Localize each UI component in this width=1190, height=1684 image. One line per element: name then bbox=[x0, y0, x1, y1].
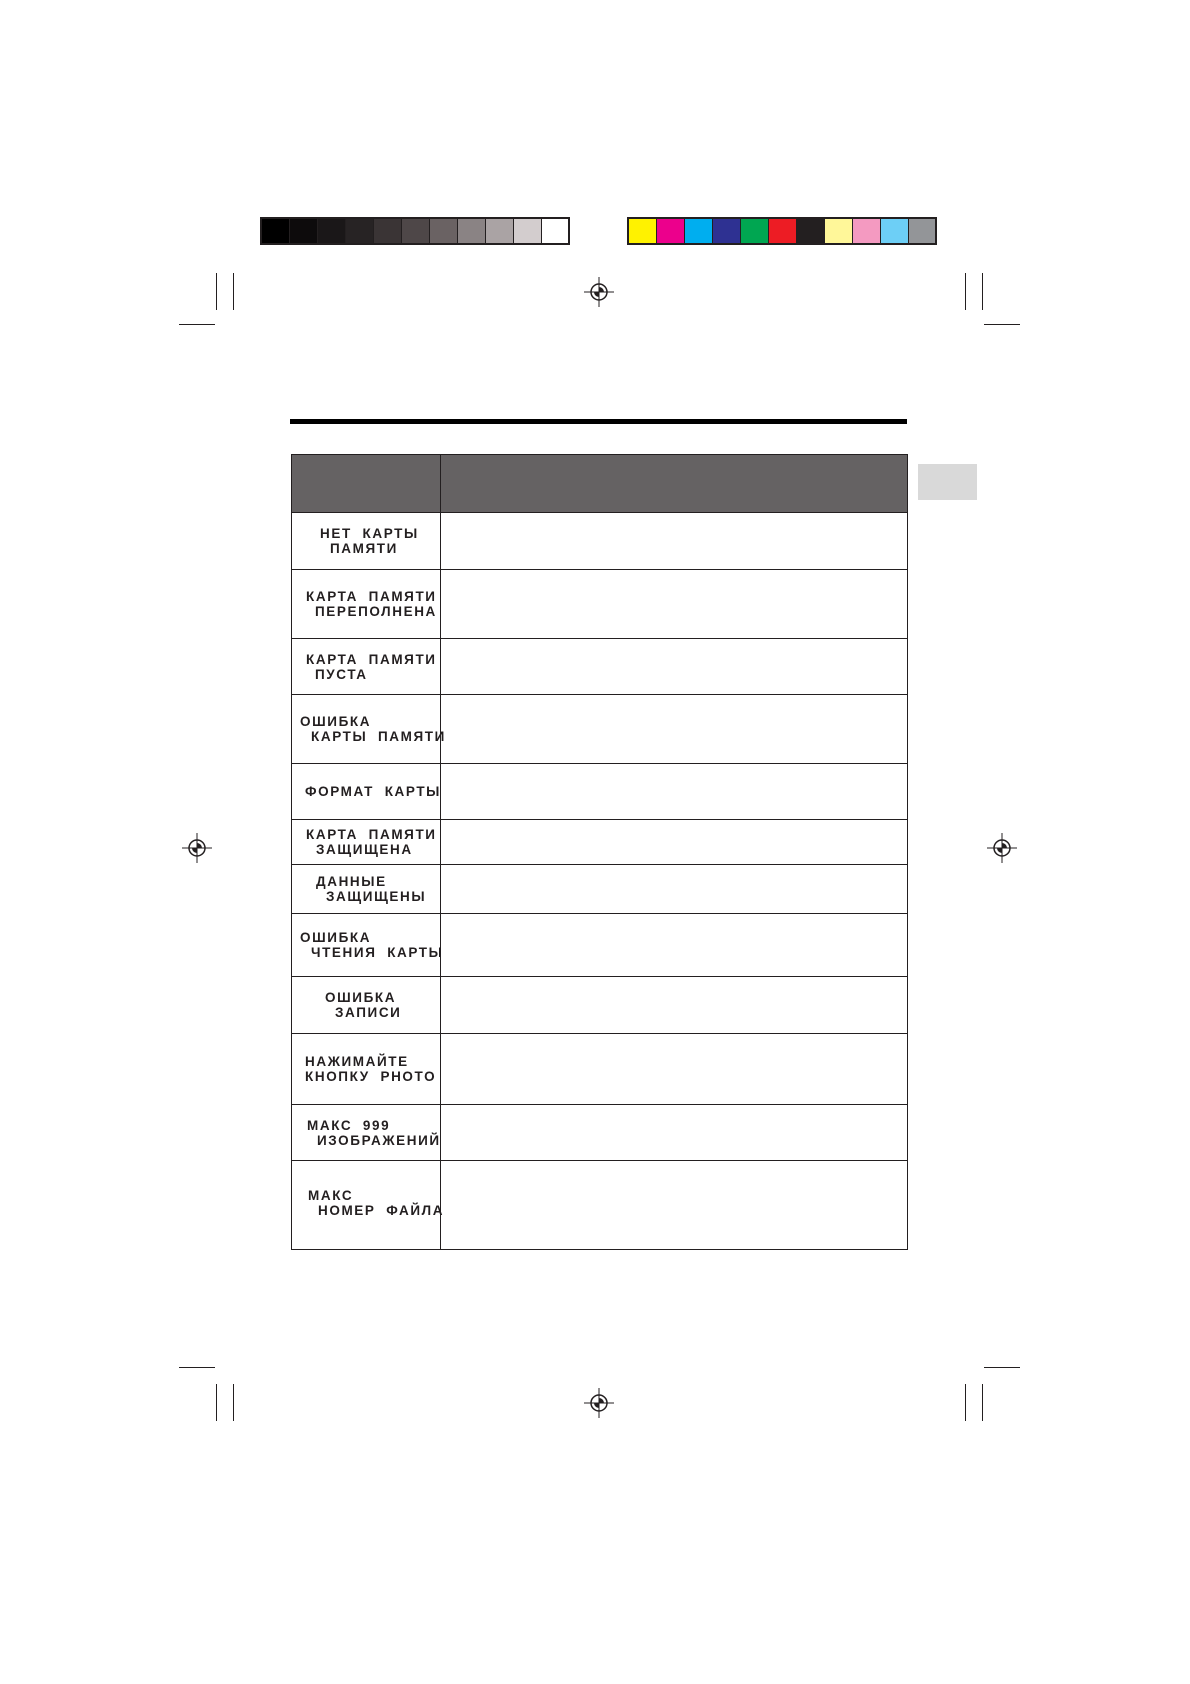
crop-mark bbox=[965, 273, 966, 310]
registration-target-icon bbox=[182, 833, 212, 863]
crop-mark bbox=[233, 1384, 234, 1421]
table-row bbox=[292, 1161, 908, 1250]
message-line-2: НОМЕР ФАЙЛА bbox=[318, 1203, 445, 1218]
table-row bbox=[292, 764, 908, 820]
message-line-1: ОШИБКА bbox=[325, 990, 397, 1005]
color-swatch bbox=[909, 219, 935, 243]
color-swatch bbox=[881, 219, 909, 243]
message-line-2: ИЗОБРАЖЕНИЙ bbox=[317, 1132, 441, 1148]
message-cell bbox=[292, 977, 441, 1034]
color-calibration-strip bbox=[627, 217, 937, 245]
color-swatch bbox=[657, 219, 685, 243]
table-header-row bbox=[292, 455, 908, 513]
message-line-2: КАРТЫ ПАМЯТИ bbox=[311, 729, 446, 744]
message-line-2: ЗАПИСИ bbox=[335, 1005, 402, 1020]
message-line-2: ПУСТА bbox=[315, 666, 368, 682]
message-line-1: ОШИБКА bbox=[300, 930, 372, 945]
message-cell bbox=[292, 570, 441, 639]
gray-swatch bbox=[514, 219, 542, 243]
message-line-1: МАКС 999 bbox=[307, 1117, 391, 1133]
gray-swatch bbox=[318, 219, 346, 243]
registration-target-icon bbox=[584, 277, 614, 307]
message-line-1: МАКС bbox=[308, 1188, 354, 1203]
message-cell bbox=[292, 1105, 441, 1161]
message-line-2: ЗАЩИЩЕНЫ bbox=[326, 889, 427, 904]
color-swatch bbox=[825, 219, 853, 243]
table-row bbox=[292, 820, 908, 865]
color-swatch bbox=[769, 219, 797, 243]
table-row bbox=[292, 570, 908, 639]
message-line-2: КНОПКУ PHOTO bbox=[305, 1069, 437, 1084]
crop-mark bbox=[984, 1367, 1020, 1368]
gray-swatch bbox=[262, 219, 290, 243]
registration-target-icon bbox=[987, 833, 1017, 863]
message-line-1: НАЖИМАЙТЕ bbox=[305, 1054, 409, 1069]
table-row bbox=[292, 1034, 908, 1105]
message-cell bbox=[292, 513, 441, 570]
crop-mark bbox=[216, 273, 217, 310]
description-cell bbox=[441, 865, 908, 914]
crop-mark bbox=[216, 1384, 217, 1421]
color-swatch bbox=[685, 219, 713, 243]
registration-target-icon bbox=[584, 1388, 614, 1418]
message-cell bbox=[292, 914, 444, 977]
message-line-1: КАРТА ПАМЯТИ bbox=[306, 827, 437, 842]
message-line-1: КАРТА ПАМЯТИ bbox=[306, 589, 437, 604]
gray-swatch bbox=[402, 219, 430, 243]
gray-swatch bbox=[290, 219, 318, 243]
header-cell-message bbox=[292, 455, 441, 513]
message-line-1: ФОРМАТ КАРТЫ bbox=[305, 784, 441, 799]
description-cell bbox=[441, 1034, 908, 1105]
message-line-2: ПЕРЕПОЛНЕНА bbox=[315, 604, 437, 619]
message-cell bbox=[292, 639, 441, 695]
message-table bbox=[291, 454, 908, 1250]
crop-mark bbox=[233, 273, 234, 310]
message-line-2: ЧТЕНИЯ КАРТЫ bbox=[311, 945, 444, 960]
crop-mark bbox=[982, 1384, 983, 1421]
description-cell bbox=[441, 820, 908, 865]
table-row bbox=[292, 513, 908, 570]
crop-mark bbox=[984, 324, 1020, 325]
gray-swatch bbox=[374, 219, 402, 243]
gray-swatch bbox=[346, 219, 374, 243]
heading-rule bbox=[290, 419, 907, 424]
section-tab bbox=[918, 464, 977, 500]
message-cell bbox=[292, 1161, 445, 1250]
color-swatch bbox=[741, 219, 769, 243]
crop-mark bbox=[179, 1367, 215, 1368]
message-line-1: ДАННЫЕ bbox=[316, 874, 387, 889]
message-line-2: ПАМЯТИ bbox=[330, 541, 398, 556]
table-row bbox=[292, 695, 908, 764]
color-swatch bbox=[853, 219, 881, 243]
description-cell bbox=[441, 1161, 908, 1250]
message-cell bbox=[292, 764, 441, 820]
table-row bbox=[292, 639, 908, 695]
gray-swatch bbox=[458, 219, 486, 243]
grayscale-calibration-strip bbox=[260, 217, 570, 245]
color-swatch bbox=[713, 219, 741, 243]
color-swatch bbox=[629, 219, 657, 243]
message-line-1: КАРТА ПАМЯТИ bbox=[306, 651, 437, 667]
table-row bbox=[292, 914, 908, 977]
description-cell bbox=[441, 914, 908, 977]
description-cell bbox=[441, 570, 908, 639]
description-cell bbox=[441, 639, 908, 695]
description-cell bbox=[441, 695, 908, 764]
description-cell bbox=[441, 977, 908, 1034]
table-row bbox=[292, 1105, 908, 1161]
description-cell bbox=[441, 1105, 908, 1161]
table-row bbox=[292, 865, 908, 914]
color-swatch bbox=[797, 219, 825, 243]
gray-swatch bbox=[430, 219, 458, 243]
crop-mark bbox=[965, 1384, 966, 1421]
description-cell bbox=[441, 764, 908, 820]
gray-swatch bbox=[486, 219, 514, 243]
table-row bbox=[292, 977, 908, 1034]
crop-mark bbox=[982, 273, 983, 310]
message-cell bbox=[292, 1034, 441, 1105]
crop-mark bbox=[179, 324, 215, 325]
gray-swatch bbox=[542, 219, 568, 243]
message-line-1: ОШИБКА bbox=[300, 714, 372, 729]
description-cell bbox=[441, 513, 908, 570]
message-cell bbox=[292, 695, 446, 764]
message-cell bbox=[292, 820, 441, 865]
message-cell bbox=[292, 865, 441, 914]
header-cell-description bbox=[441, 455, 908, 513]
message-line-1: НЕТ КАРТЫ bbox=[320, 526, 419, 541]
message-line-2: ЗАЩИЩЕНА bbox=[316, 842, 413, 857]
